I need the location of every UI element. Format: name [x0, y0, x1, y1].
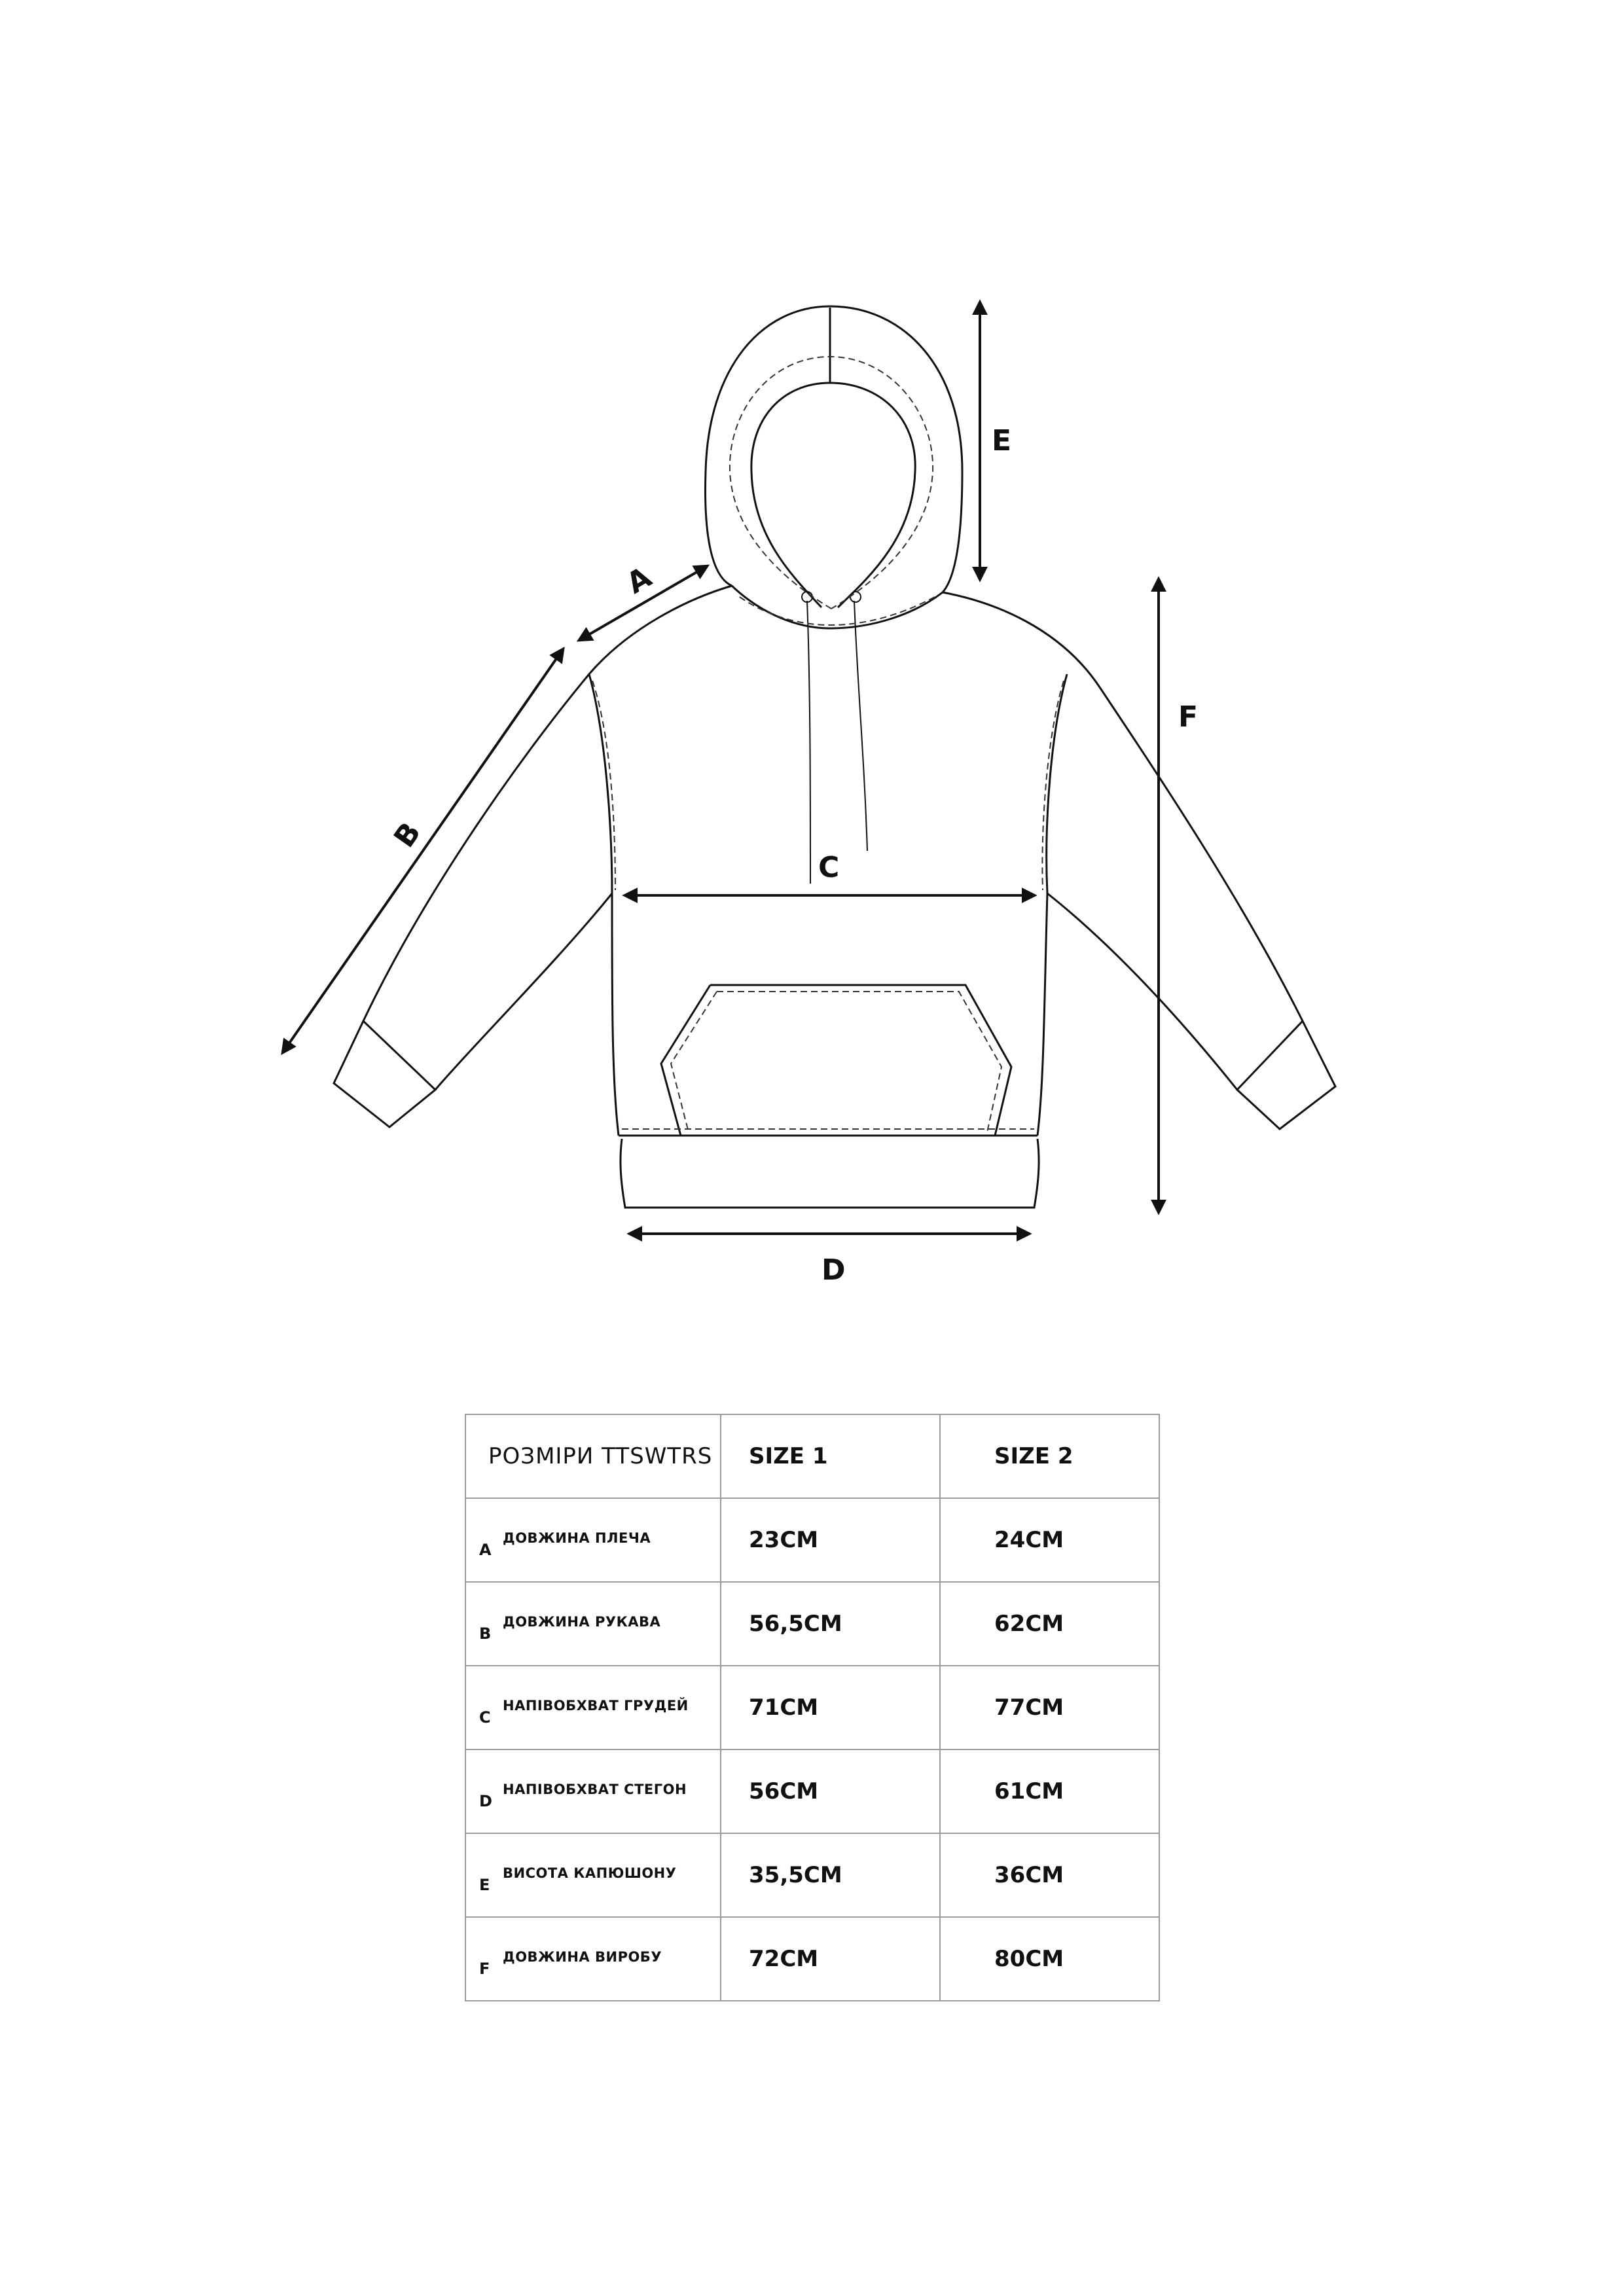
- left-cuff: [334, 1021, 435, 1127]
- size2-value: 80CM: [940, 1917, 1159, 2001]
- table-row: [465, 1749, 1159, 1833]
- kangaroo-pocket: [661, 985, 1011, 1136]
- table-row: [465, 1917, 1159, 2001]
- size1-value: 35,5CM: [721, 1833, 940, 1917]
- column-size-2: SIZE 2: [940, 1414, 1159, 1498]
- eyelet-right: [850, 592, 861, 602]
- size1-value: 23CM: [721, 1498, 940, 1582]
- size1-value: 72CM: [721, 1917, 940, 2001]
- label-C: C: [818, 851, 840, 884]
- drawstring-right: [854, 601, 867, 851]
- row-label: ВИСОТА КАПЮШОНУ: [503, 1865, 677, 1881]
- left-sleeve-top: [363, 586, 732, 1021]
- table-row: [465, 1498, 1159, 1582]
- label-F: F: [1178, 700, 1199, 734]
- label-B: B: [388, 816, 428, 854]
- size2-value: 77CM: [940, 1666, 1159, 1749]
- waistband: [621, 1139, 1039, 1208]
- table-header-row: [465, 1414, 1159, 1498]
- right-sleeve-bottom: [1047, 893, 1237, 1090]
- neckline: [732, 586, 943, 628]
- row-label: ДОВЖИНА ПЛЕЧА: [503, 1530, 651, 1546]
- row-letter: C: [479, 1708, 491, 1727]
- row-letter: D: [479, 1792, 492, 1810]
- table-title: РОЗМІРИ TTSWTRS: [465, 1414, 721, 1498]
- label-A: A: [621, 560, 657, 601]
- size2-value: 62CM: [940, 1582, 1159, 1666]
- hoodie-outline: [334, 306, 1335, 1208]
- dimension-letters: [388, 424, 1198, 1287]
- drawstring-left: [807, 601, 810, 884]
- right-cuff: [1237, 1021, 1335, 1129]
- right-sleeve-top: [943, 592, 1303, 1021]
- hood-outer: [705, 306, 962, 592]
- label-E: E: [992, 424, 1012, 457]
- left-sleeve-bottom: [435, 893, 612, 1090]
- size2-value: 36CM: [940, 1833, 1159, 1917]
- hood-opening: [751, 383, 915, 607]
- row-label: ДОВЖИНА ВИРОБУ: [503, 1949, 662, 1965]
- label-D: D: [821, 1253, 846, 1287]
- row-letter: F: [479, 1960, 490, 1978]
- measurement-arrows: [283, 302, 1159, 1234]
- row-label: НАПІВОБХВАТ СТЕГОН: [503, 1782, 687, 1797]
- size1-value: 56CM: [721, 1749, 940, 1833]
- size2-value: 61CM: [940, 1749, 1159, 1833]
- row-letter: E: [479, 1876, 490, 1894]
- row-label: НАПІВОБХВАТ ГРУДЕЙ: [503, 1698, 689, 1713]
- size-table: [465, 1414, 1160, 2001]
- size2-value: 24CM: [940, 1498, 1159, 1582]
- row-label: ДОВЖИНА РУКАВА: [503, 1614, 661, 1630]
- arrow-B: [283, 649, 563, 1052]
- stitching: [592, 357, 1064, 1132]
- table-row: [465, 1833, 1159, 1917]
- table-row: [465, 1582, 1159, 1666]
- size1-value: 56,5CM: [721, 1582, 940, 1666]
- row-letter: B: [479, 1624, 492, 1643]
- row-letter: A: [479, 1541, 492, 1559]
- column-size-1: SIZE 1: [721, 1414, 940, 1498]
- table-row: [465, 1666, 1159, 1749]
- size1-value: 71CM: [721, 1666, 940, 1749]
